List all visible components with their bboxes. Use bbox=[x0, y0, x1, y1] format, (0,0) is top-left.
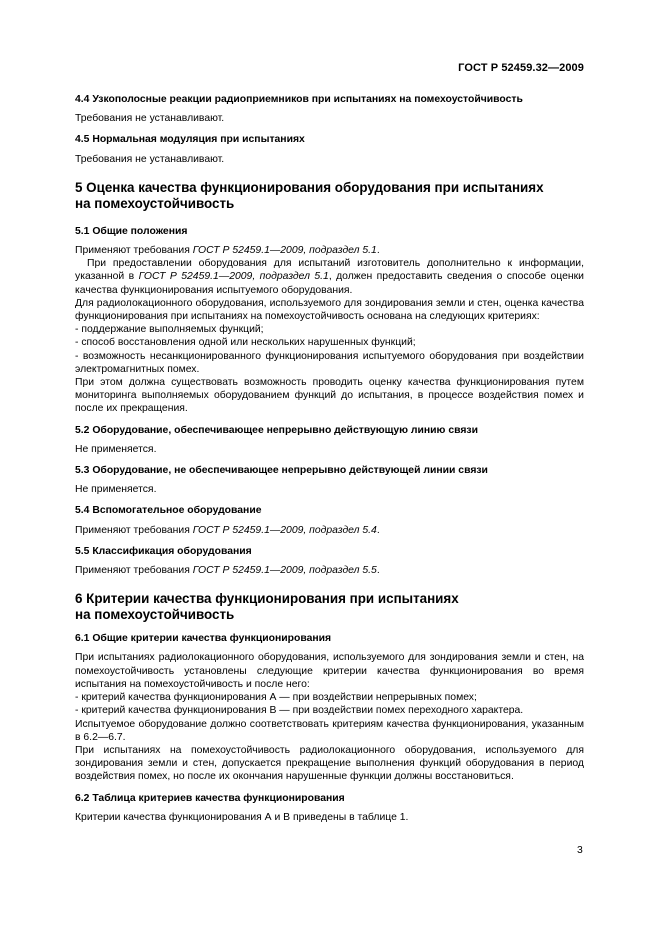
section-5-4-text-start: Применяют требования bbox=[75, 524, 193, 536]
page-number: 3 bbox=[577, 845, 583, 856]
section-5-5-reference: ГОСТ Р 52459.1—2009, подраздел 5.5 bbox=[192, 565, 377, 577]
section-5-1-list-item-2: - способ восстановления одной или нескольких нарушенных функций; bbox=[75, 337, 416, 349]
section-5-1-list-item-3: - возможность несанкционированного функционирования испытуемого оборудования при воздействии электромагнитных помех. bbox=[75, 350, 584, 375]
section-5-5-title: 5.5 Классификация оборудования bbox=[75, 545, 252, 557]
section-5-1-p2-text: При предоставлении оборудования для испытаний изготовитель дополнительно к информации, указанной в bbox=[75, 258, 584, 283]
section-5-3-text: Не применяется. bbox=[75, 484, 157, 496]
section-6-1-title: 6.1 Общие критерии качества функционирования bbox=[75, 633, 332, 645]
section-6-1-p3: При испытаниях на помехоустойчивость радиолокационного оборудования, используемого для зондирования земли и стен, допускается прекращение выполнения функций оборудования в период воздействия помех, но после их окончания нарушенные функции должны восстановиться. bbox=[75, 744, 584, 783]
section-5-1-p2-end: , должен предоставить сведения о способе оценки качества функционирования испытуемого оборудования. bbox=[75, 271, 584, 296]
section-5-1-p1-reference: ГОСТ Р 52459.1—2009, подраздел 5.1 bbox=[192, 245, 377, 257]
section-6-2-text: Критерии качества функционирования А и В приведены в таблице 1. bbox=[75, 811, 409, 823]
section-4-4-text: Требования не устанавливают. bbox=[75, 113, 225, 125]
section-6-1-list-item-2: - критерий качества функционирования В — при воздействии помех переходного характера. bbox=[75, 705, 524, 717]
section-5-1-p1 bbox=[75, 244, 584, 257]
section-4-4-title: 4.4 Узкополосные реакции радиоприемников при испытаниях на помехоустойчивость bbox=[75, 94, 523, 105]
section-6-2-title: 6.2 Таблица критериев качества функционирования bbox=[75, 792, 345, 804]
section-6-title-line1: 6 Критерии качества функционирования при испытаниях bbox=[75, 591, 459, 607]
section-5-4-text bbox=[75, 524, 584, 537]
section-5-5-text bbox=[75, 564, 584, 577]
section-4-5-title: 4.5 Нормальная модуляция при испытаниях bbox=[75, 134, 305, 146]
section-6-1-p2: Испытуемое оборудование должно соответствовать критериям качества функционирования, указанным в 6.2—6.7. bbox=[75, 718, 584, 743]
section-4-5-text: Требования не устанавливают. bbox=[75, 153, 225, 165]
section-5-1-p2 bbox=[63, 257, 584, 297]
section-5-4-reference: ГОСТ Р 52459.1—2009, подраздел 5.4 bbox=[192, 524, 377, 536]
section-5-1-p1-end: . bbox=[376, 245, 380, 257]
section-5-1-p4: При этом должна существовать возможность проводить оценку качества функционирования путем мониторинга выполняемых оборудованием функций до испытания, в процессе воздействия помех и после их прекращения. bbox=[75, 377, 584, 415]
section-6-1-list-item-1: - критерий качества функционирования А — при воздействии непрерывных помех; bbox=[75, 692, 477, 704]
section-5-title-line1: 5 Оценка качества функционирования оборудования при испытаниях bbox=[75, 179, 544, 195]
section-5-1-p2-reference: ГОСТ Р 52459.1—2009, подраздел 5.1 bbox=[138, 271, 329, 283]
section-5-1-title: 5.1 Общие положения bbox=[75, 225, 188, 237]
section-5-title bbox=[75, 180, 584, 212]
section-6-title-line2: на помехоустойчивость bbox=[75, 607, 235, 623]
section-5-4-text-end: . bbox=[376, 524, 380, 536]
section-5-4-title: 5.4 Вспомогательное оборудование bbox=[75, 505, 262, 517]
section-5-2-text: Не применяется. bbox=[75, 443, 157, 455]
section-5-1-p1-text: Применяют требования bbox=[75, 245, 193, 257]
document-body bbox=[75, 93, 584, 824]
document-header: ГОСТ Р 52459.32—2009 bbox=[458, 62, 584, 74]
section-5-2-title: 5.2 Оборудование, обеспечивающее непрерывно действующую линию связи bbox=[75, 424, 478, 436]
section-5-title-line2: на помехоустойчивость bbox=[75, 195, 235, 211]
section-5-3-title: 5.3 Оборудование, не обеспечивающее непрерывно действующей линии связи bbox=[75, 465, 488, 477]
section-5-5-text-start: Применяют требования bbox=[75, 565, 193, 577]
section-6-1-p1: При испытаниях радиолокационного оборудования, используемого для зондирования земли и стен, на помехоустойчивость установлены следующие критерии качества функционирования во время испытания на помехоустойчивость и после него: bbox=[75, 652, 584, 690]
section-5-1-p3: Для радиолокационного оборудования, используемого для зондирования земли и стен, оценка качества функционирования при испытаниях на помехоустойчивость основана на следующих критериях: bbox=[75, 297, 584, 323]
section-5-1-list-item-1: - поддержание выполняемых функций; bbox=[75, 324, 264, 336]
section-6-title bbox=[75, 591, 584, 623]
section-5-5-text-end: . bbox=[376, 565, 380, 577]
